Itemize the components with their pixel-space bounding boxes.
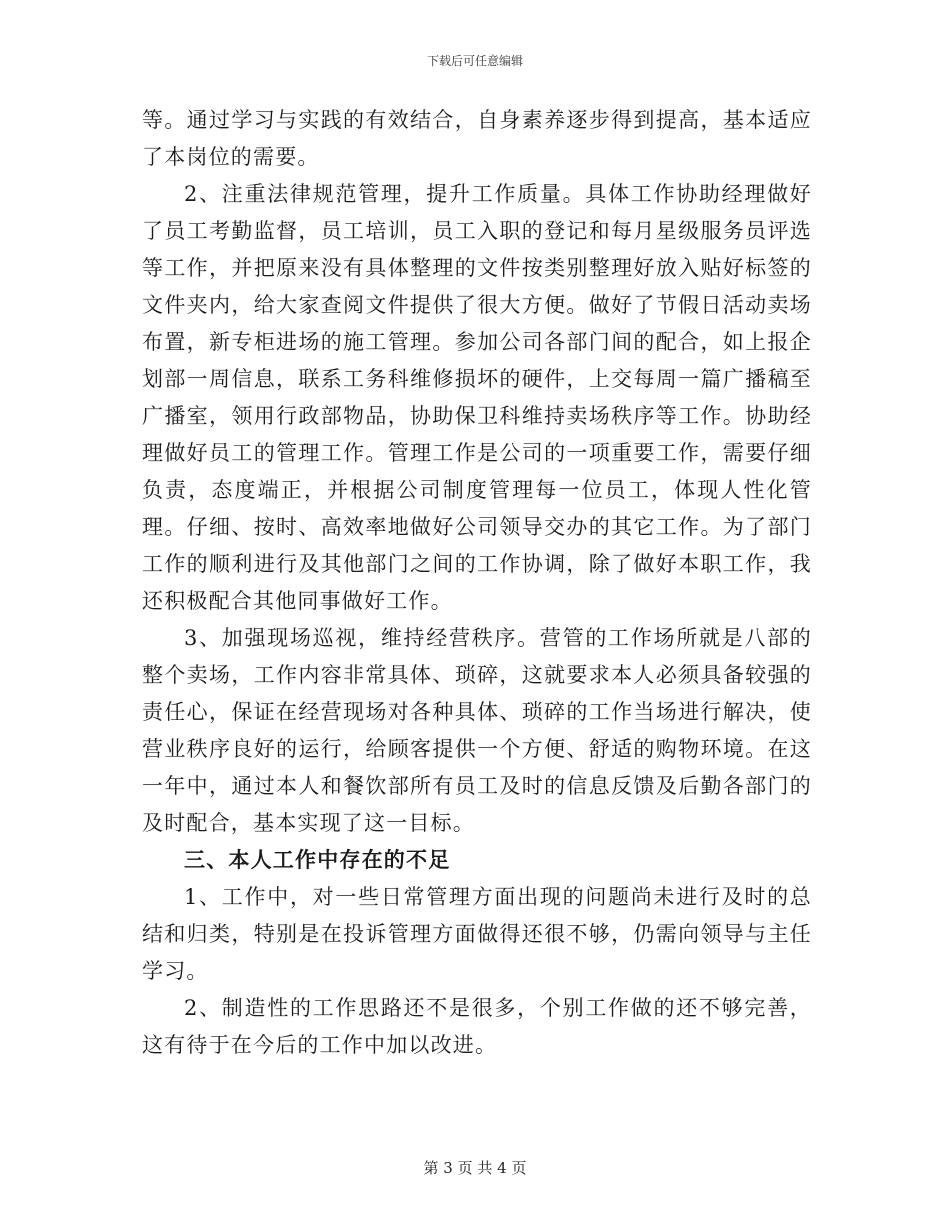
paragraph-item-2: 2、注重法律规范管理，提升工作质量。具体工作协助经理做好了员工考勤监督，员工培训，员工入职的登记和每月星级服务员评选等工作，并把原来没有具体整理的文件按类别整理好放入贴好标签的文件夹内，给大家查阅文件提供了很大方便。做好了节假日活动卖场布置，新专柜进场的施工管理。参加公司各部门间的配合，如上报企划部一周信息，联系工务科维修损坏的硬件，上交每周一篇广播稿至广播室，领用行政部物品，协助保卫科维持卖场秩序等工作。协助经理做好员工的管理工作。管理工作是公司的一项重要工作，需要仔细负责，态度端正，并根据公司制度管理每一位员工，体现人性化管理。仔细、按时、高效率地做好公司领导交办的其它工作。为了部门工作的顺利进行及其他部门之间的工作协调，除了做好本职工作，我还积极配合其他同事做好工作。 bbox=[142, 182, 812, 613]
paragraph-shortcoming-2: 2、制造性的工作思路还不是很多，个别工作做的还不够完善，这有待于在今后的工作中加以改进。 bbox=[142, 996, 812, 1057]
paragraph-continuation: 等。通过学习与实践的有效结合，自身素养逐步得到提高，基本适应了本岗位的需要。 bbox=[142, 108, 812, 169]
section-heading: 三、本人工作中存在的不足 bbox=[184, 848, 451, 872]
paragraph-item-3: 3、加强现场巡视，维持经营秩序。营管的工作场所就是八部的整个卖场，工作内容非常具体、琐碎，这就要求本人必须具备较强的责任心，保证在经营现场对各种具体、琐碎的工作当场进行解决，使营业秩序良好的运行，给顾客提供一个方便、舒适的购物环境。在这一年中，通过本人和餐饮部所有员工及时的信息反馈及后勤各部门的及时配合，基本实现了这一目标。 bbox=[142, 626, 812, 835]
page-number: 第 3 页 共 4 页 bbox=[423, 1159, 527, 1177]
document-body bbox=[142, 102, 812, 1064]
page-header: 下载后可任意编辑 bbox=[426, 54, 523, 68]
paragraph-shortcoming-1: 1、工作中，对一些日常管理方面出现的问题尚未进行及时的总结和归类，特别是在投诉管理方面做得还很不够，仍需向领导与主任学习。 bbox=[142, 885, 812, 983]
